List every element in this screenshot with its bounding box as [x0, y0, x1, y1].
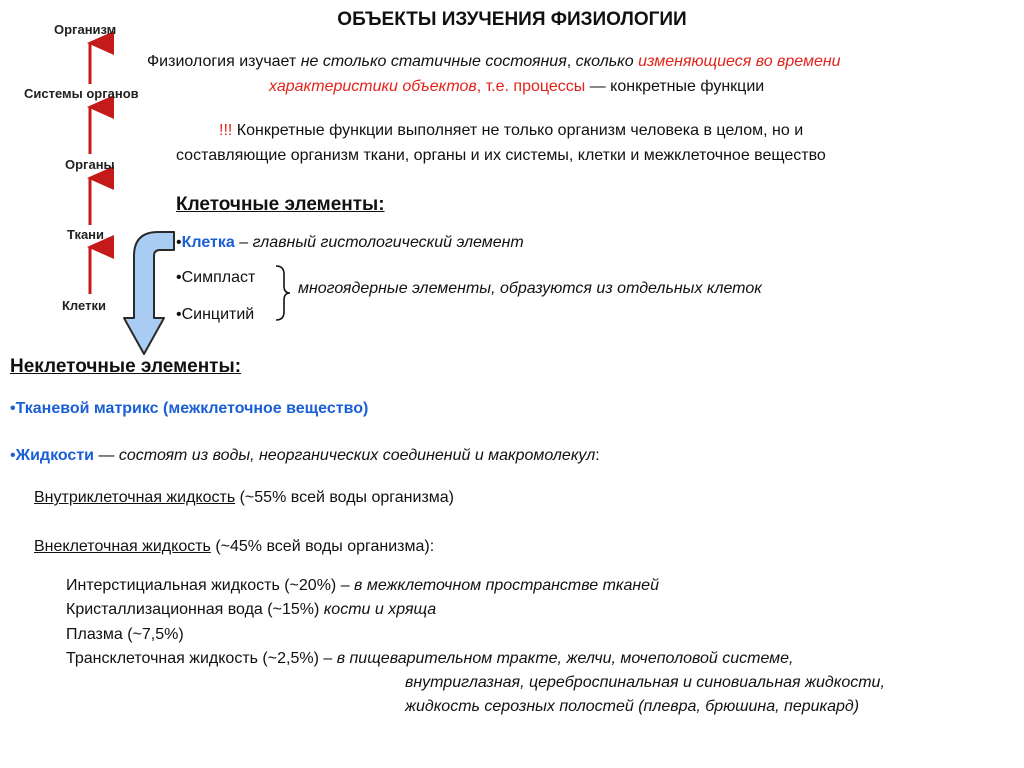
fluids-description: состоят из воды, неорганических соединений и макромолекул	[118, 447, 596, 464]
transcellular-location-2: внутриглазная, цереброспинальная и синовиальная жидкости,	[405, 674, 885, 691]
flow-arrow	[120, 226, 180, 358]
brace-note: многоядерные элементы, образуются из отдельных клеток	[298, 280, 762, 297]
matrix-item: •Тканевой матрикс (межклеточное вещество)	[10, 400, 369, 417]
functions-line-2: составляющие организм ткани, органы и их системы, клетки и межклеточное вещество	[176, 147, 826, 164]
cell-term: Клетка	[181, 234, 235, 251]
interstitial-location: в межклеточном пространстве тканей	[354, 577, 659, 594]
crystal-text: Кристаллизационная вода (~15%)	[66, 601, 324, 618]
intro-line-2	[269, 78, 764, 96]
intro-static-states: не столько статичные состояния	[300, 53, 567, 70]
symplast-item: •Симпласт	[176, 269, 256, 286]
noncellular-heading: Неклеточные элементы:	[10, 356, 242, 377]
transcellular-text: Трансклеточная жидкость (~2,5%) –	[66, 650, 337, 667]
fluids-colon: :	[595, 447, 600, 464]
functions-text-1: Конкретные функции выполняет не только организм человека в целом, но и	[232, 122, 804, 139]
page-title: ОБЪЕКТЫ ИЗУЧЕНИЯ ФИЗИОЛОГИИ	[337, 9, 687, 30]
plasma: Плазма (~7,5%)	[66, 626, 184, 643]
intro-comma: ,	[566, 53, 576, 70]
syncytium-item: •Синцитий	[176, 306, 255, 323]
transcellular-location-1: в пищеварительном тракте, желчи, мочеполовой системе,	[336, 650, 794, 667]
intro-functions: — конкретные функции	[585, 78, 765, 95]
exclamation-marker: !!!	[219, 122, 233, 139]
interstitial-text: Интерстициальная жидкость (~20%) –	[66, 577, 355, 594]
hierarchy-level-tissues: Ткани	[67, 227, 105, 242]
extracellular-fluid	[34, 538, 434, 556]
crystallization-water	[66, 601, 436, 619]
fluids-term: Жидкости	[15, 447, 94, 464]
fluids-bullet: •	[10, 447, 16, 464]
extracellular-term: Внеклеточная жидкость	[34, 538, 211, 555]
cell-dash: –	[234, 234, 253, 251]
crystal-location: кости и хряща	[323, 601, 437, 618]
transcellular-location-3: жидкость серозных полостей (плевра, брюшина, перикард)	[405, 698, 860, 715]
hierarchy-level-organs: Органы	[65, 157, 115, 172]
fluids-dash: —	[94, 447, 119, 464]
intro-characteristics: характеристики объектов	[269, 78, 477, 95]
intracellular-term: Внутриклеточная жидкость	[34, 489, 236, 506]
intracellular-fluid	[34, 489, 454, 507]
cell-bullet: •	[176, 234, 182, 251]
hierarchy-level-cells: Клетки	[62, 298, 106, 313]
intro-changing: изменяющиеся во времени	[638, 53, 841, 70]
intro-text: Физиология изучает	[147, 53, 301, 70]
fluids-item	[10, 447, 600, 465]
extracellular-note: (~45% всей воды организма):	[210, 538, 435, 555]
brace-icon	[272, 264, 294, 322]
cell-description: главный гистологический элемент	[252, 234, 524, 251]
functions-line-1	[219, 122, 803, 140]
intracellular-note: (~55% всей воды организма)	[235, 489, 455, 506]
cell-item	[176, 234, 524, 252]
hierarchy-level-organ-systems: Системы органов	[24, 86, 139, 101]
transcellular-fluid	[66, 650, 793, 668]
intro-line-1	[147, 53, 841, 71]
hierarchy-level-organism: Организм	[54, 22, 117, 37]
intro-rather: сколько	[575, 53, 639, 70]
intro-processes: , т.е. процессы	[476, 78, 586, 95]
cellular-heading: Клеточные элементы:	[176, 194, 385, 215]
interstitial-fluid	[66, 577, 659, 595]
